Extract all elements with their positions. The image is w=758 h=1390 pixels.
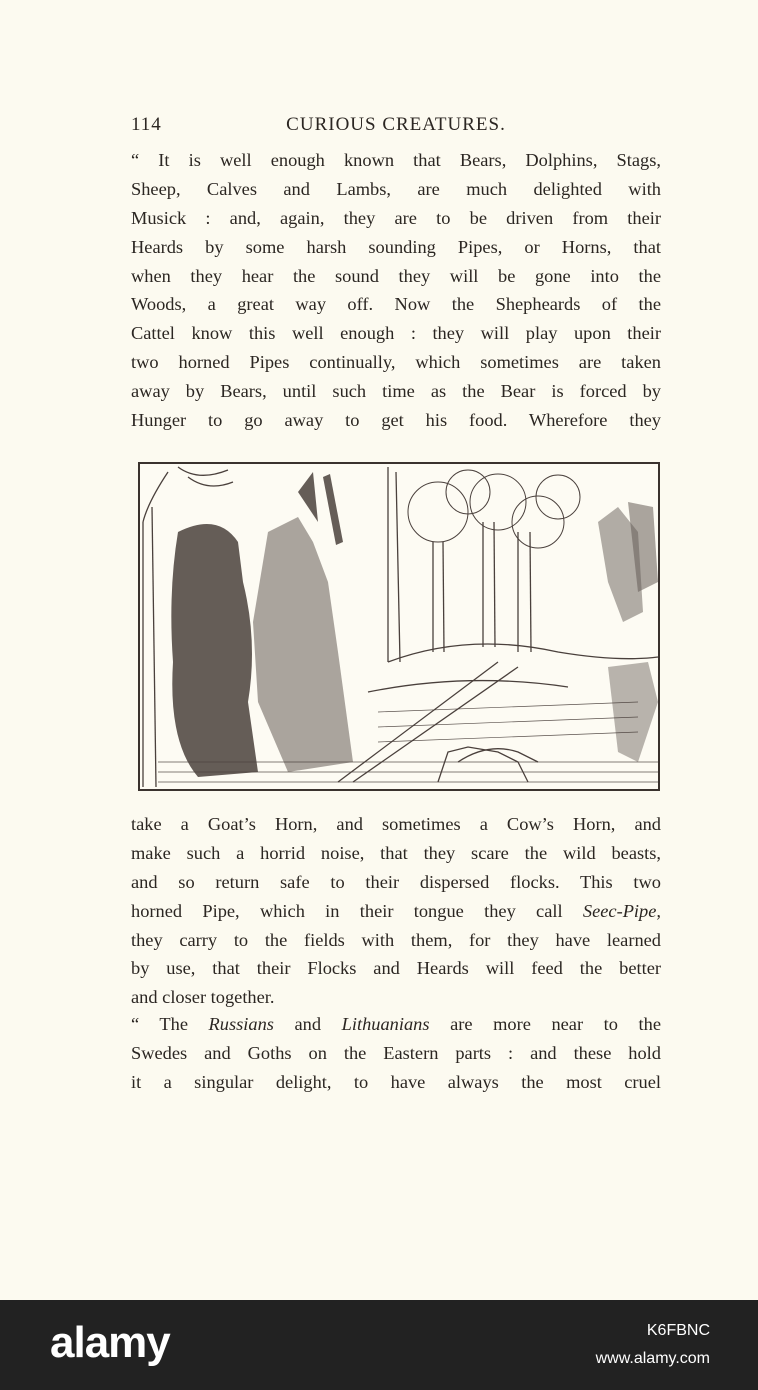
text-line: away by Bears, until such time as the Bear is forced by <box>131 381 661 402</box>
watermark-url: www.alamy.com <box>595 1350 710 1367</box>
image-id: K6FBNC <box>646 1322 710 1339</box>
page-number: 114 <box>131 114 162 135</box>
bear-and-piper-woodcut <box>138 462 660 791</box>
paragraph-1 <box>131 146 661 435</box>
text-run: “ The <box>131 1014 209 1034</box>
running-head: CURIOUS CREATURES. <box>286 114 506 135</box>
text-line: make such a horrid noise, that they scare the wild beasts, <box>131 842 661 863</box>
text-line: and closer together. <box>131 987 275 1008</box>
text-line: Heards by some harsh sounding Pipes, or Horns, that <box>131 236 661 257</box>
text-line: when they hear the sound they will be gone into the <box>131 265 661 286</box>
paragraph-3 <box>131 1010 661 1097</box>
watermark-bar <box>0 1300 758 1390</box>
text-line: Sheep, Calves and Lambs, are much delighted with <box>131 178 661 199</box>
text-line: Swedes and Goths on the Eastern parts : and these hold <box>131 1042 661 1063</box>
text-line: Hunger to go away to get his food. Wherefore they <box>131 410 661 431</box>
paragraph-2 <box>131 810 661 1012</box>
page-header <box>131 114 661 140</box>
alamy-logo: alamy <box>50 1318 170 1367</box>
text-line: they carry to the fields with them, for they have learned <box>131 929 661 950</box>
italic-term: Russians <box>208 1014 274 1034</box>
text-line: two horned Pipes continually, which sometimes are taken <box>131 352 661 373</box>
italic-term: Lithuanians <box>341 1014 430 1034</box>
italic-term: Seec-Pipe, <box>582 900 661 921</box>
text-run: are more near to the <box>429 1014 661 1034</box>
text-line: Musick : and, again, they are to be driven from their <box>131 207 661 228</box>
text-line: by use, that their Flocks and Heards will feed the better <box>131 958 661 979</box>
text-line <box>131 1010 661 1039</box>
text-line: Woods, a great way off. Now the Shepheards of the <box>131 294 661 315</box>
text-line: it a singular delight, to have always the most cruel <box>131 1071 661 1092</box>
text-line: and so return safe to their dispersed flocks. This two <box>131 871 661 892</box>
woodcut-illustration <box>138 462 660 791</box>
text-line: “ It is well enough known that Bears, Dolphins, Stags, <box>131 150 661 170</box>
text-run: and <box>273 1014 342 1034</box>
text-run: horned Pipe, which in their tongue they call <box>131 900 583 921</box>
text-line <box>131 897 661 926</box>
text-line: Cattel know this well enough : they will play upon their <box>131 323 661 344</box>
text-line: take a Goat’s Horn, and sometimes a Cow’s Horn, and <box>131 814 661 834</box>
